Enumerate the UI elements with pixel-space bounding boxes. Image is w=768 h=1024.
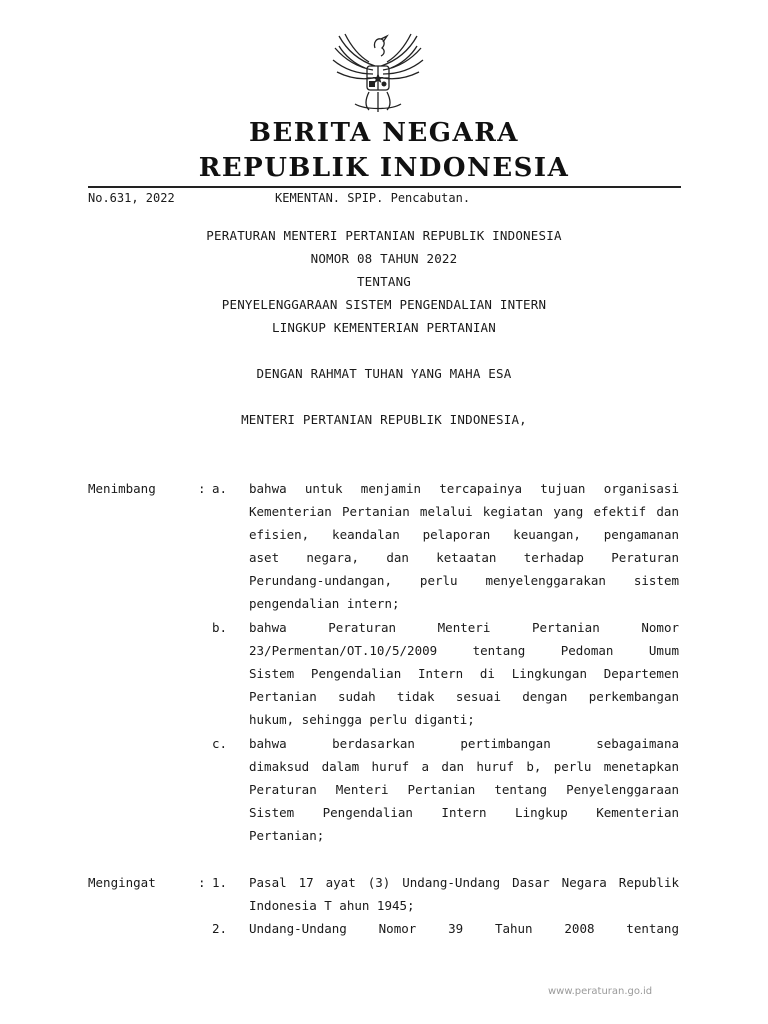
menimbang-label: Menimbang bbox=[88, 481, 156, 496]
text-line: Undang-Undang Nomor 39 Tahun 2008 tentang bbox=[249, 921, 679, 936]
text-line: Indonesia T ahun 1945; bbox=[249, 898, 415, 913]
regulation-title-line5: LINGKUP KEMENTERIAN PERTANIAN bbox=[271, 320, 497, 335]
text-line: aset negara, dan ketaatan terhadap Peraturan bbox=[249, 550, 679, 565]
menimbang-marker-c: c. bbox=[212, 736, 228, 751]
menimbang-item-a bbox=[249, 477, 679, 615]
text-line: bahwa Peraturan Menteri Pertanian Nomor bbox=[249, 620, 679, 635]
menimbang-marker-b: b. bbox=[212, 620, 228, 635]
menimbang-marker-a: a. bbox=[212, 481, 228, 496]
mengingat-marker-2: 2. bbox=[212, 921, 228, 936]
regulation-title-line3: TENTANG bbox=[356, 274, 412, 289]
mengingat-marker-1: 1. bbox=[212, 875, 228, 890]
text-line: dimaksud dalam huruf a dan huruf b, perlu menetapkan bbox=[249, 759, 679, 774]
footer-url: www.peraturan.go.id bbox=[548, 986, 653, 997]
text-line: pengendalian intern; bbox=[249, 596, 400, 611]
text-line: efisien, keandalan pelaporan keuangan, pengamanan bbox=[249, 527, 679, 542]
text-line: bahwa berdasarkan pertimbangan sebagaimana bbox=[249, 736, 679, 751]
menimbang-item-c bbox=[249, 732, 679, 847]
invocation: DENGAN RAHMAT TUHAN YANG MAHA ESA bbox=[256, 366, 512, 381]
text-line: bahwa untuk menjamin tercapainya tujuan organisasi bbox=[249, 481, 679, 496]
gazette-number: No.631, 2022 bbox=[88, 191, 175, 205]
regulation-title-line2: NOMOR 08 TAHUN 2022 bbox=[310, 251, 458, 266]
issuer: MENTERI PERTANIAN REPUBLIK INDONESIA, bbox=[241, 412, 527, 427]
text-line: Kementerian Pertanian melalui kegiatan yang efektif dan bbox=[249, 504, 679, 519]
text-line: Sistem Pengendalian Intern Lingkup Kementerian bbox=[249, 805, 679, 820]
text-line: 23/Permentan/OT.10/5/2009 tentang Pedoman Umum bbox=[249, 643, 679, 658]
text-line: Sistem Pengendalian Intern di Lingkungan Departemen bbox=[249, 666, 679, 681]
mengingat-item-1 bbox=[249, 871, 679, 917]
masthead-title-line1: BERITA NEGARA bbox=[249, 118, 519, 148]
menimbang-item-b bbox=[249, 616, 679, 731]
text-line: Pasal 17 ayat (3) Undang-Undang Dasar Negara Republik bbox=[249, 875, 679, 890]
text-line: Pertanian; bbox=[249, 828, 325, 843]
mengingat-colon: : bbox=[198, 875, 206, 890]
text-line: Perundang-undangan, perlu menyelenggarakan sistem bbox=[249, 573, 679, 588]
regulation-title-line1: PERATURAN MENTERI PERTANIAN REPUBLIK INDONESIA bbox=[206, 228, 562, 243]
mengingat-item-2 bbox=[249, 917, 679, 940]
text-line: hukum, sehingga perlu diganti; bbox=[249, 712, 475, 727]
text-line: Peraturan Menteri Pertanian tentang Penyelenggaraan bbox=[249, 782, 679, 797]
mengingat-label: Mengingat bbox=[88, 875, 156, 890]
garuda-emblem-icon bbox=[329, 26, 427, 118]
menimbang-colon: : bbox=[198, 481, 206, 496]
text-line: Pertanian sudah tidak sesuai dengan perkembangan bbox=[249, 689, 679, 704]
regulation-title-line4: PENYELENGGARAAN SISTEM PENGENDALIAN INTERN bbox=[221, 297, 547, 312]
header-divider bbox=[88, 186, 681, 188]
gazette-keywords: KEMENTAN. SPIP. Pencabutan. bbox=[275, 191, 471, 205]
masthead-title-line2: REPUBLIK INDONESIA bbox=[198, 153, 570, 183]
